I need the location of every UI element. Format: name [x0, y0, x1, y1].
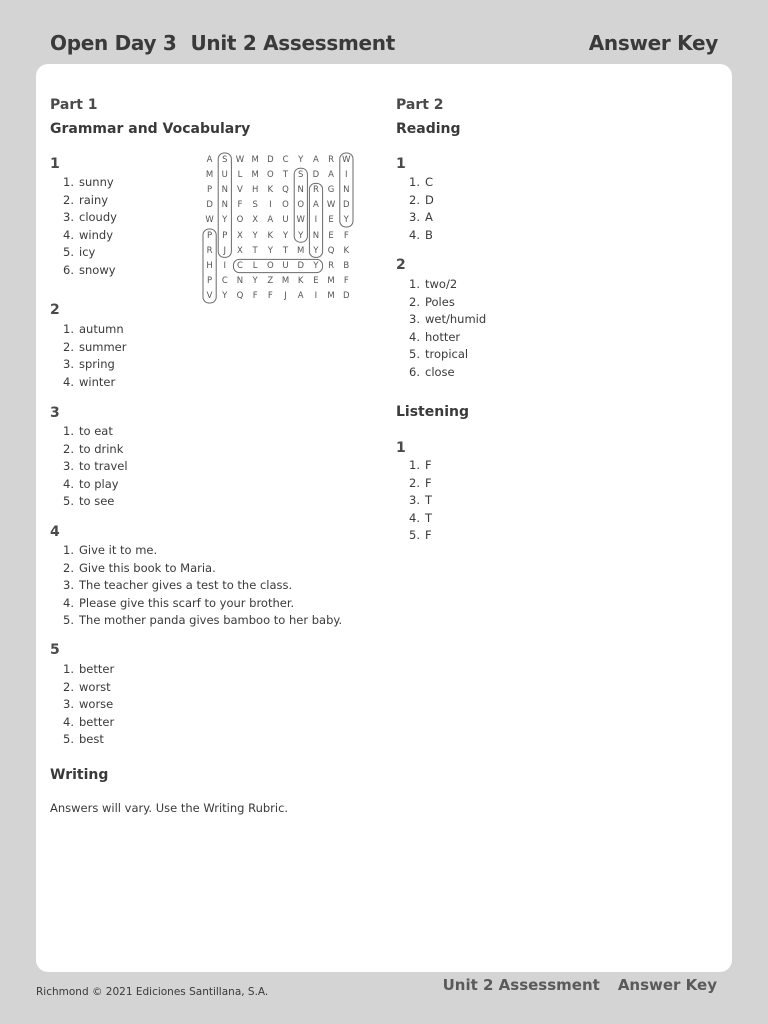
answer-text: worse: [79, 697, 114, 712]
word-search-letter: W: [342, 154, 351, 165]
answer-item: [56, 696, 114, 714]
word-search-letter: W: [296, 215, 305, 226]
answer-number: 2.: [63, 679, 74, 694]
word-search-letter: D: [343, 200, 350, 211]
word-search-letter: R: [312, 184, 319, 195]
word-search-letter: U: [221, 169, 228, 180]
answer-number: 1.: [409, 458, 420, 472]
word-search-letter: O: [236, 215, 244, 226]
word-search-letter: O: [266, 260, 274, 271]
answer-item: [402, 209, 434, 227]
answer-text: D: [425, 192, 434, 207]
answer-text: C: [425, 175, 434, 189]
question-3-number: 3: [50, 405, 60, 421]
word-search-letter: E: [313, 276, 319, 287]
answer-item: [56, 542, 342, 560]
answer-item: [402, 192, 434, 210]
answer-item: [56, 679, 114, 697]
word-search-letter: M: [281, 276, 290, 287]
word-search-letter: S: [252, 200, 258, 211]
word-search-letter: N: [343, 184, 350, 195]
answer-number: 1.: [63, 543, 74, 557]
word-search-letter: J: [223, 245, 227, 256]
word-highlight-loop: [294, 168, 307, 242]
answer-number: 3.: [63, 697, 74, 712]
answer-text: better: [79, 714, 115, 729]
word-search-letter: Y: [343, 215, 349, 226]
word-search-letter: R: [206, 245, 213, 256]
word-search-letter: K: [267, 230, 274, 241]
answer-item: [56, 423, 128, 441]
word-search-letter: R: [328, 154, 335, 165]
word-search-letter: Y: [252, 230, 258, 241]
word-search-letter: X: [252, 215, 259, 226]
word-search-letter: A: [206, 154, 213, 165]
word-search-letter: M: [251, 154, 259, 165]
word-search-letter: D: [267, 154, 274, 165]
word-search-letter: Y: [298, 154, 304, 165]
answer-item: [56, 731, 114, 749]
part-2-label: Part 2: [396, 97, 444, 113]
answer-number: 1.: [63, 175, 74, 189]
word-search-letter: Q: [236, 291, 244, 302]
answer-number: 1.: [409, 175, 420, 189]
answer-item: [56, 493, 128, 511]
word-search-letter: E: [328, 215, 334, 226]
word-search-letter: P: [207, 184, 213, 195]
answer-number: 2.: [63, 192, 74, 207]
course-name: Open Day 3: [50, 31, 177, 55]
word-search-letter: N: [297, 184, 304, 195]
answer-text: T: [425, 510, 433, 525]
answer-item: [402, 527, 432, 545]
reading-question-2-answers: [402, 276, 486, 382]
word-search-letter: P: [222, 230, 228, 241]
word-search-letter: D: [206, 200, 213, 211]
answer-text: T: [425, 493, 433, 508]
word-search-letter: N: [221, 184, 228, 195]
word-search-letter: N: [312, 230, 320, 241]
answer-text: icy: [79, 245, 96, 260]
word-search-letter: F: [252, 291, 258, 302]
answer-number: 2.: [409, 192, 420, 207]
answer-text: F: [425, 475, 432, 490]
answer-key-label: Answer Key: [588, 31, 718, 55]
answer-text: close: [425, 364, 455, 379]
word-search-letter: Y: [313, 260, 319, 271]
answer-number: 4.: [409, 510, 420, 525]
answer-item: [402, 475, 432, 493]
word-search-letter: Q: [282, 184, 289, 195]
question-4-answers: [56, 542, 342, 630]
answer-text: F: [425, 528, 432, 543]
answer-text: The mother panda gives bamboo to her baby.: [79, 613, 343, 628]
word-search-letter: T: [252, 245, 258, 256]
answer-number: 4.: [63, 227, 74, 242]
word-search-letter: V: [237, 184, 243, 195]
footer-unit: Unit 2 Assessment: [442, 976, 600, 994]
answer-number: 3.: [409, 493, 420, 508]
answer-item: [56, 339, 127, 357]
listening-title: Listening: [396, 404, 469, 420]
answer-text: summer: [79, 339, 127, 354]
answer-text: rainy: [79, 192, 109, 207]
word-search-letter: W: [205, 215, 214, 226]
answer-number: 5.: [63, 245, 74, 260]
word-search-letter: F: [343, 230, 349, 241]
question-5-answers: [56, 661, 114, 749]
answer-text: two/2: [425, 277, 458, 291]
answer-number: 4.: [63, 714, 74, 729]
word-search-letter: K: [267, 184, 274, 195]
word-search-letter: Z: [267, 276, 274, 287]
answer-item: [402, 276, 486, 294]
page-header-title: [50, 31, 395, 55]
word-search-letter: O: [297, 200, 305, 211]
word-search-letter: A: [312, 200, 319, 211]
word-search-letter: K: [343, 245, 350, 256]
answer-number: 2.: [63, 560, 74, 575]
answer-text: Give this book to Maria.: [79, 560, 216, 575]
word-search-letter: H: [206, 260, 213, 271]
word-search-letter: R: [328, 260, 335, 271]
word-search-letter: K: [297, 276, 304, 287]
answer-item: [56, 714, 114, 732]
answer-item: [402, 364, 486, 382]
answer-text: worst: [79, 679, 111, 694]
word-search-letter: D: [312, 169, 320, 180]
word-search-letter: D: [343, 291, 350, 302]
answer-text: winter: [79, 374, 116, 389]
answer-item: [56, 321, 127, 339]
answer-item: [402, 227, 434, 245]
question-2-number: 2: [50, 302, 60, 318]
answer-text: to play: [79, 476, 119, 491]
word-search-letter: Y: [313, 245, 319, 256]
answer-text: Give it to me.: [79, 543, 158, 557]
word-highlight-loop: [340, 153, 353, 227]
word-search-letter: I: [223, 260, 227, 271]
question-5-number: 5: [50, 642, 60, 658]
answer-text: to see: [79, 494, 115, 509]
word-search-letter: T: [282, 169, 289, 180]
answer-text: best: [79, 732, 104, 747]
answer-text: to travel: [79, 459, 128, 474]
word-search-letter: L: [237, 169, 243, 180]
answer-number: 4.: [409, 227, 420, 242]
word-search-letter: E: [328, 230, 334, 241]
answer-text: B: [425, 227, 433, 242]
word-search-letter: A: [267, 215, 274, 226]
answer-number: 2.: [63, 339, 74, 354]
answer-number: 1.: [63, 662, 74, 676]
answer-text: better: [79, 662, 115, 676]
word-search-letter: C: [237, 260, 243, 271]
word-search-letter: U: [282, 260, 289, 271]
word-search-letter: L: [252, 260, 258, 271]
answer-text: wet/humid: [425, 312, 487, 327]
answer-text: tropical: [425, 347, 469, 362]
answer-item: [402, 346, 486, 364]
word-search-letter: M: [327, 276, 335, 287]
answer-item: [56, 244, 117, 262]
answer-number: 3.: [63, 210, 74, 225]
word-search-letter: D: [297, 260, 304, 271]
word-highlight-loop: [309, 183, 322, 257]
word-search-letter: I: [269, 200, 272, 211]
answer-number: 1.: [409, 277, 420, 291]
reading-question-1-number: 1: [396, 156, 406, 172]
answer-text: sunny: [79, 175, 114, 189]
word-search-letter: Q: [327, 245, 335, 256]
footer-title: [443, 976, 717, 994]
answer-text: hotter: [425, 329, 461, 344]
part-1-label: Part 1: [50, 97, 98, 113]
word-search-letter: X: [237, 245, 243, 256]
question-3-answers: [56, 423, 128, 511]
word-search-letter: M: [327, 291, 335, 302]
answer-number: 2.: [63, 441, 74, 456]
word-search-letter: F: [343, 276, 349, 287]
answer-number: 3.: [63, 578, 74, 593]
word-search-letter: B: [343, 260, 350, 271]
answer-item: [56, 192, 117, 210]
answer-text: cloudy: [79, 210, 117, 225]
answer-item: [56, 458, 128, 476]
answer-text: autumn: [79, 322, 124, 336]
word-search-letter: P: [207, 276, 213, 287]
answer-key-panel: [36, 64, 732, 972]
word-search-letter: C: [221, 276, 228, 287]
answer-number: 5.: [63, 613, 74, 628]
grammar-vocabulary-title: Grammar and Vocabulary: [50, 121, 251, 137]
word-search-letter: M: [205, 169, 214, 180]
answer-text: to eat: [79, 424, 113, 438]
word-search-letter: X: [237, 230, 243, 241]
writing-note: Answers will vary. Use the Writing Rubric.: [50, 801, 289, 815]
question-2-answers: [56, 321, 127, 391]
word-search-puzzle: [202, 152, 352, 312]
word-search-letter: N: [221, 200, 228, 211]
answer-item: [402, 174, 434, 192]
answer-item: [56, 661, 114, 679]
answer-item: [402, 329, 486, 347]
answer-number: 2.: [409, 475, 420, 490]
answer-item: [56, 174, 117, 192]
word-search-letter: Y: [222, 215, 228, 226]
answer-text: The teacher gives a test to the class.: [79, 578, 293, 593]
question-1-answers: [56, 174, 117, 280]
listening-question-1-answers: [402, 457, 432, 545]
word-search-letter: A: [312, 154, 319, 165]
word-search-letter: C: [282, 154, 289, 165]
answer-item: [56, 209, 117, 227]
word-highlight-loop: [218, 153, 231, 257]
answer-text: Poles: [425, 294, 455, 309]
word-search-letter: I: [345, 169, 348, 180]
word-search-letter: H: [251, 184, 259, 195]
question-4-number: 4: [50, 524, 60, 540]
word-search-letter: O: [266, 169, 274, 180]
answer-number: 1.: [63, 424, 74, 438]
word-search-letter: Y: [282, 230, 289, 241]
answer-item: [56, 374, 127, 392]
answer-item: [402, 311, 486, 329]
answer-item: [402, 510, 432, 528]
word-search-letter: U: [282, 215, 289, 226]
answer-item: [402, 492, 432, 510]
word-search-letter: F: [237, 200, 243, 211]
answer-item: [56, 262, 117, 280]
word-search-letter: S: [222, 154, 228, 165]
answer-item: [56, 560, 342, 578]
answer-text: to drink: [79, 441, 124, 456]
answer-number: 1.: [63, 322, 74, 336]
writing-title: Writing: [50, 767, 109, 783]
word-search-letter: M: [251, 169, 259, 180]
answer-text: spring: [79, 357, 115, 372]
word-search-letter: I: [314, 291, 318, 302]
answer-text: snowy: [79, 262, 116, 277]
answer-item: [56, 476, 128, 494]
word-search-letter: A: [328, 169, 334, 180]
word-search-letter: J: [284, 291, 287, 302]
reading-title: Reading: [396, 121, 461, 137]
answer-item: [56, 227, 117, 245]
word-search-letter: N: [236, 276, 244, 287]
word-search-letter: W: [326, 200, 336, 211]
answer-number: 5.: [409, 528, 420, 543]
reading-question-1-answers: [402, 174, 434, 244]
answer-item: [56, 441, 128, 459]
word-search-letter: Y: [267, 245, 273, 256]
word-search-letter: P: [207, 230, 213, 241]
answer-item: [56, 577, 342, 595]
word-search-letter: V: [206, 291, 213, 302]
answer-text: Please give this scarf to your brother.: [79, 595, 295, 610]
footer-key: Answer Key: [617, 976, 717, 994]
word-search-highlights: [202, 152, 354, 312]
copyright-notice: Richmond © 2021 Ediciones Santillana, S.A.: [36, 986, 269, 998]
word-search-letter: S: [298, 169, 304, 180]
answer-item: [56, 612, 342, 630]
answer-item: [402, 294, 486, 312]
answer-text: A: [425, 210, 433, 225]
answer-number: 5.: [63, 732, 74, 747]
word-search-letter: Y: [222, 291, 228, 302]
answer-text: F: [425, 458, 432, 472]
answer-item: [56, 595, 342, 613]
word-highlight-loop: [233, 259, 322, 272]
answer-number: 4.: [409, 329, 420, 344]
answer-number: 6.: [63, 262, 74, 277]
answer-number: 3.: [409, 312, 420, 327]
word-search-letter: Y: [298, 230, 304, 241]
answer-number: 6.: [409, 364, 420, 379]
answer-number: 3.: [63, 459, 74, 474]
answer-number: 5.: [409, 347, 420, 362]
word-search-letter: T: [282, 245, 289, 256]
answer-text: windy: [79, 227, 113, 242]
answer-number: 4.: [63, 595, 74, 610]
answer-item: [56, 356, 127, 374]
answer-number: 3.: [409, 210, 420, 225]
word-search-letter: G: [327, 184, 335, 195]
word-search-letter: I: [314, 215, 318, 226]
listening-question-1-number: 1: [396, 440, 406, 456]
reading-question-2-number: 2: [396, 257, 406, 273]
answer-number: 3.: [63, 357, 74, 372]
word-highlight-loop: [203, 229, 216, 303]
answer-item: [402, 457, 432, 475]
word-search-letter: W: [235, 154, 245, 165]
word-search-letter: M: [297, 245, 305, 256]
answer-number: 2.: [409, 294, 420, 309]
word-search-letter: F: [267, 291, 273, 302]
word-search-letter: A: [297, 291, 304, 302]
answer-number: 4.: [63, 374, 74, 389]
word-search-letter: O: [282, 200, 289, 211]
answer-number: 4.: [63, 476, 74, 491]
question-1-number: 1: [50, 156, 60, 172]
unit-title: Unit 2 Assessment: [190, 31, 395, 55]
word-search-letter: Y: [252, 276, 258, 287]
answer-number: 5.: [63, 494, 74, 509]
